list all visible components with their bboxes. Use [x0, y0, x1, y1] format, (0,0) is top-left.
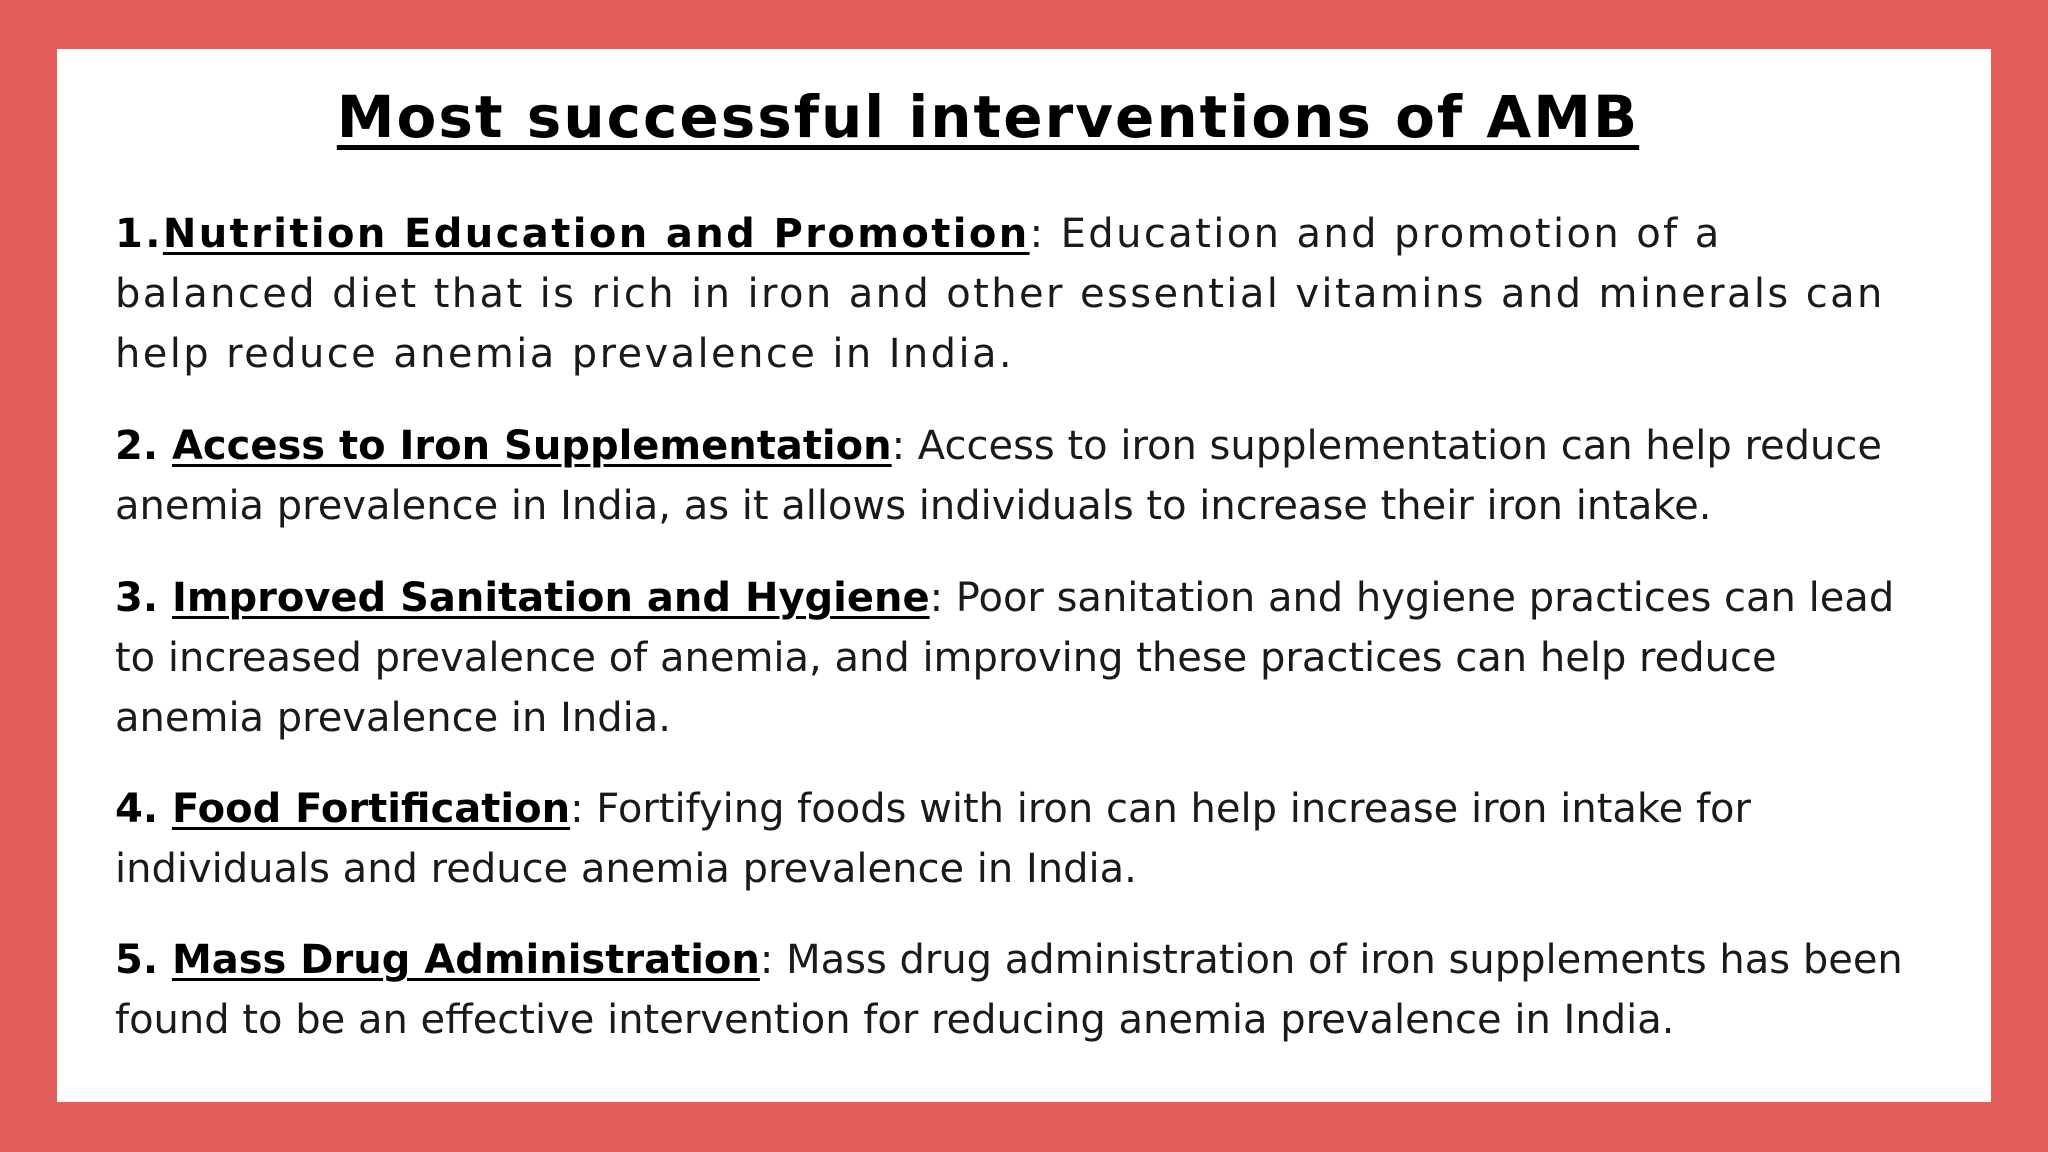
item-description: Access to iron supplementation can help reduce anemia prevalence in India, as it allows individuals to increase their iron intake.: [115, 423, 1882, 529]
item-description: Education and promotion of a balanced diet that is rich in iron and other essential vitamins and minerals can help reduce anemia prevalence in India.: [115, 211, 1885, 377]
intervention-item-sanitation: [115, 568, 1925, 748]
item-separator: :: [929, 575, 944, 621]
item-heading: Mass Drug Administration: [171, 937, 760, 983]
item-heading: Improved Sanitation and Hygiene: [171, 575, 930, 621]
item-description: Poor sanitation and hygiene practices can lead to increased prevalence of anemia, and improving these practices can help reduce anemia prevalence in India.: [115, 575, 1895, 741]
intervention-item-food-fortification: [115, 779, 1925, 899]
item-number: 2.: [115, 423, 172, 469]
item-number: 5.: [115, 937, 172, 983]
item-separator: :: [891, 423, 906, 469]
item-heading: Nutrition Education and Promotion: [162, 211, 1030, 257]
item-separator: :: [759, 937, 774, 983]
item-number: 1.: [115, 211, 163, 257]
intervention-item-mass-drug-administration: [115, 930, 1925, 1050]
item-description: Fortifying foods with iron can help increase iron intake for individuals and reduce anemia prevalence in India.: [115, 786, 1751, 892]
item-heading: Access to Iron Supplementation: [171, 423, 892, 469]
item-number: 4.: [115, 786, 172, 832]
item-number: 3.: [115, 575, 172, 621]
item-description: Mass drug administration of iron supplements has been found to be an effective intervention for reducing anemia prevalence in India.: [115, 937, 1903, 1043]
item-heading: Food Fortification: [171, 786, 571, 832]
intervention-item-nutrition: [115, 204, 1925, 384]
slide-title: Most successful interventions of AMB: [336, 83, 1640, 151]
item-separator: :: [570, 786, 584, 832]
intervention-item-iron-supplementation: [115, 416, 1925, 536]
item-separator: :: [1029, 211, 1046, 257]
